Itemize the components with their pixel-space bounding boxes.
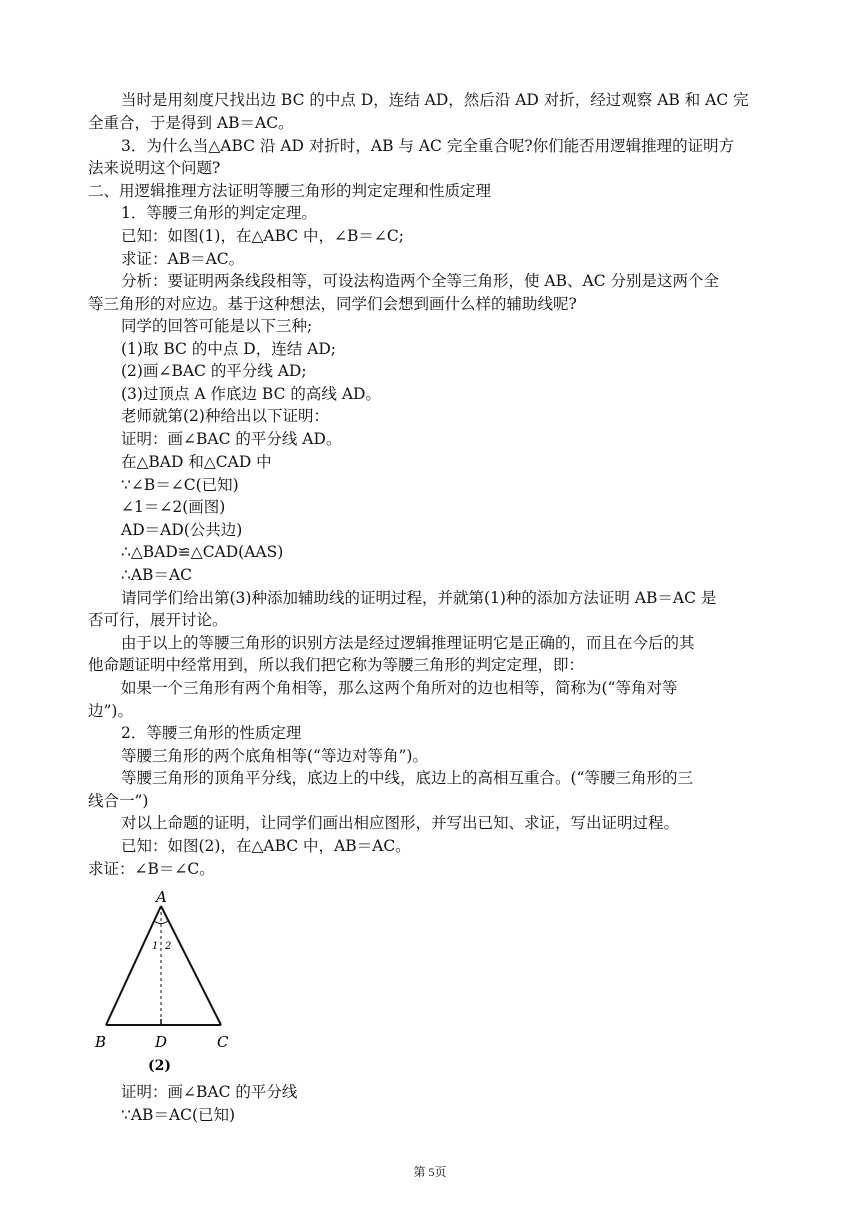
paragraph-line: 等腰三角形的顶角平分线，底边上的中线，底边上的高相互重合。(“等腰三角形的三: [121, 769, 693, 787]
paragraph-line: 当时是用刻度尺找出边 BC 的中点 D，连结 AD，然后沿 AD 对折，经过观察 AB 和 AC 完: [121, 91, 749, 109]
figure-caption: (2): [148, 1058, 171, 1074]
paragraph-line: 同学的回答可能是以下三种;: [121, 317, 313, 335]
proof-line: 在△BAD 和△CAD 中: [121, 453, 272, 471]
page-number: 第 5页: [413, 1165, 447, 1179]
paragraph-line: 法来说明这个问题?: [88, 159, 221, 177]
angle-arc: [154, 921, 168, 924]
paragraph-line: 否可行，展开讨论。: [88, 611, 228, 629]
proof-line: ∴AB＝AC: [121, 566, 192, 584]
vertex-label-c: C: [217, 1033, 229, 1051]
paragraph-line: 分析：要证明两条线段相等，可设法构造两个全等三角形，使 AB、AC 分别是这两个全: [121, 272, 719, 290]
proof-line: AD＝AD(公共边): [121, 521, 243, 539]
side-ac: [161, 906, 221, 1025]
list-item: (3)过顶点 A 作底边 BC 的高线 AD。: [121, 385, 381, 403]
proof-line: ∵∠B＝∠C(已知): [121, 476, 239, 494]
triangle-figure: [92, 884, 242, 1080]
paragraph-line: 求证：∠B＝∠C。: [88, 860, 215, 878]
angle-label-1: 1: [152, 941, 159, 952]
subsection-heading: 1．等腰三角形的判定定理。: [121, 204, 317, 222]
paragraph-line: 线合一”): [88, 792, 149, 810]
proof-line: ∠1＝∠2(画图): [121, 498, 226, 516]
subsection-heading: 2．等腰三角形的性质定理: [121, 724, 302, 742]
side-ab: [106, 906, 161, 1025]
paragraph-line: 等腰三角形的两个底角相等(“等边对等角”)。: [121, 747, 428, 765]
paragraph-line: 全重合，于是得到 AB＝AC。: [88, 114, 294, 132]
paragraph-line: 由于以上的等腰三角形的识别方法是经过逻辑推理证明它是正确的，而且在今后的其: [121, 634, 695, 652]
proof-line: ∵AB＝AC(已知): [121, 1106, 236, 1124]
angle-label-2: 2: [165, 941, 172, 952]
proof-line: 证明：画∠BAC 的平分线: [121, 1083, 298, 1101]
paragraph-line: 边”)。: [88, 702, 133, 720]
paragraph-line: 他命题证明中经常用到，所以我们把它称为等腰三角形的判定定理，即：: [88, 656, 585, 674]
paragraph-line: 请同学们给出第(3)种添加辅助线的证明过程，并就第(1)种的添加方法证明 AB＝AC 是: [121, 589, 717, 607]
point-label-d: D: [155, 1033, 168, 1051]
paragraph-line: 老师就第(2)种给出以下证明：: [121, 407, 329, 425]
proof-line: ∴△BAD≌△CAD(AAS): [121, 543, 284, 561]
paragraph-line: 等三角形的对应边。基于这种想法，同学们会想到画什么样的辅助线呢?: [88, 295, 577, 313]
proof-line: 证明：画∠BAC 的平分线 AD。: [121, 430, 342, 448]
paragraph-line: 如果一个三角形有两个角相等，那么这两个角所对的边也相等，简称为(“等角对等: [121, 679, 678, 697]
paragraph-line: 求证：AB＝AC。: [121, 250, 245, 268]
list-item: (1)取 BC 的中点 D，连结 AD;: [121, 340, 336, 358]
list-item: (2)画∠BAC 的平分线 AD;: [121, 362, 307, 380]
paragraph-line: 已知：如图(2)，在△ABC 中，AB＝AC。: [121, 837, 411, 855]
vertex-label-b: B: [95, 1033, 107, 1051]
paragraph-line: 已知：如图(1)，在△ABC 中，∠B＝∠C;: [121, 227, 404, 245]
vertex-label-a: A: [156, 888, 167, 906]
paragraph-line: 3．为什么当△ABC 沿 AD 对折时，AB 与 AC 完全重合呢?你们能否用逻辑推理的证明方: [121, 137, 735, 155]
section-heading: 二、用逻辑推理方法证明等腰三角形的判定定理和性质定理: [88, 182, 492, 200]
paragraph-line: 对以上命题的证明，让同学们画出相应图形，并写出已知、求证，写出证明过程。: [121, 814, 680, 832]
